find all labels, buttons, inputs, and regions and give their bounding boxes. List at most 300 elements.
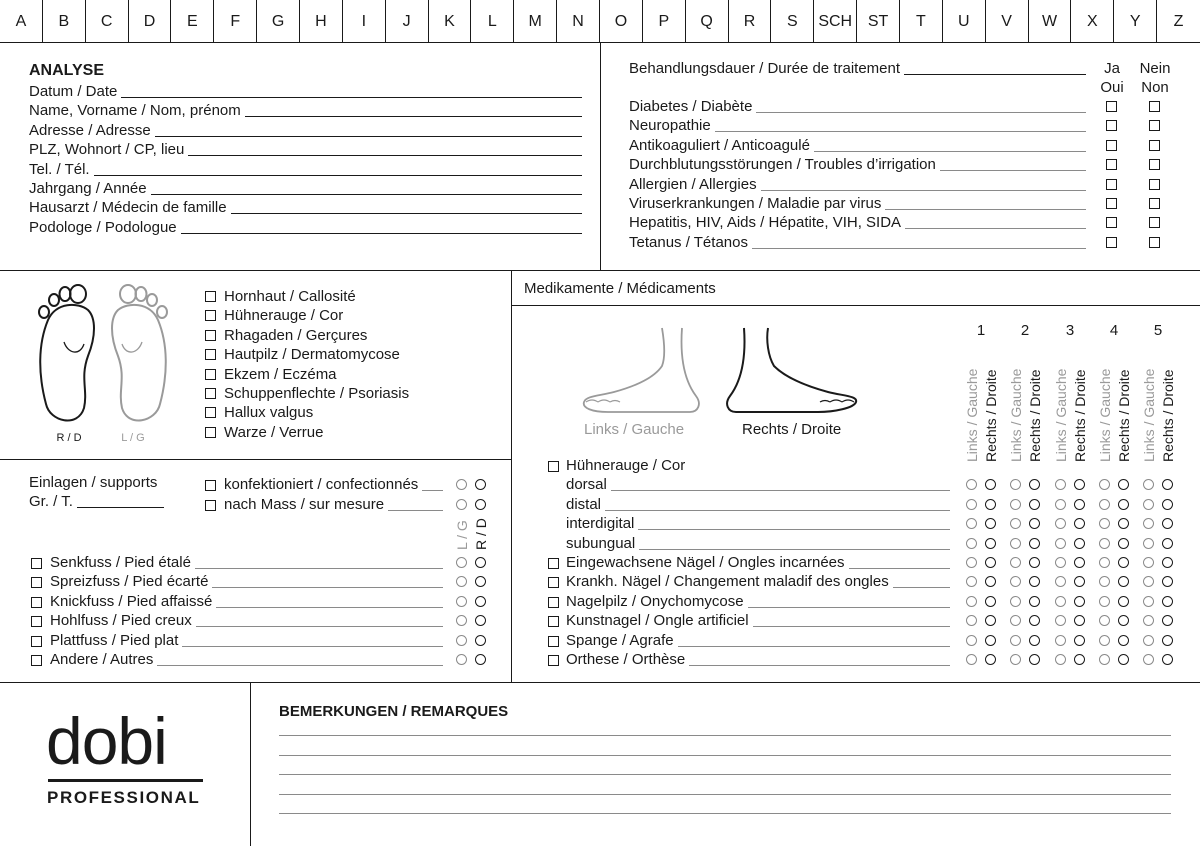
toe-right-radio[interactable] xyxy=(1162,538,1173,549)
toe-row-line xyxy=(611,490,950,491)
divider-medication xyxy=(511,305,1200,306)
alphabet-letter[interactable]: ST xyxy=(857,0,900,43)
toe-right-radio[interactable] xyxy=(1029,557,1040,568)
remarks-line[interactable] xyxy=(279,755,1171,756)
foot-type-row[interactable] xyxy=(31,592,443,611)
foot-type-checkbox[interactable] xyxy=(31,636,42,647)
toe-row[interactable] xyxy=(566,475,950,494)
toe-left-radio[interactable] xyxy=(1099,557,1110,568)
condition-row xyxy=(629,194,1086,213)
toe-left-radio[interactable] xyxy=(1099,499,1110,510)
toe-left-radio[interactable] xyxy=(1143,635,1154,646)
foot-type-left-radio[interactable] xyxy=(456,635,467,646)
toe-row[interactable] xyxy=(548,631,950,650)
foot-type-line xyxy=(182,646,443,647)
foot-type-line xyxy=(216,607,443,608)
foot-type-line xyxy=(196,626,443,627)
foot-type-checkbox[interactable] xyxy=(31,577,42,588)
foot-condition-label: Schuppenflechte / Psoriasis xyxy=(224,385,410,402)
foot-type-left-radio[interactable] xyxy=(456,557,467,568)
toe-row-checkbox[interactable] xyxy=(548,655,559,666)
toe-left-radio[interactable] xyxy=(1055,479,1066,490)
toe-row-checkbox[interactable] xyxy=(548,461,559,472)
toe-left-radio[interactable] xyxy=(966,557,977,568)
analyse-field-line[interactable] xyxy=(181,233,582,234)
foot-condition-checkbox[interactable] xyxy=(205,369,216,380)
brand-sub: PROFESSIONAL xyxy=(47,788,201,807)
condition-yes-checkbox[interactable] xyxy=(1106,140,1117,151)
divider-foot-insoles xyxy=(0,459,511,460)
alphabet-letter[interactable]: C xyxy=(86,0,129,43)
condition-yes-checkbox[interactable] xyxy=(1106,237,1117,248)
analyse-field-row[interactable] xyxy=(29,140,582,159)
toe-row-line xyxy=(849,568,950,569)
foot-type-row[interactable] xyxy=(31,572,443,591)
toe-row[interactable] xyxy=(566,534,950,553)
toe-col-left-label: Links / Gauche xyxy=(1141,368,1157,462)
alphabet-letter[interactable]: S xyxy=(771,0,814,43)
analyse-field-line[interactable] xyxy=(188,155,582,156)
condition-no-checkbox[interactable] xyxy=(1149,217,1160,228)
foot-type-row[interactable] xyxy=(31,553,443,572)
condition-no-checkbox[interactable] xyxy=(1149,237,1160,248)
foot-type-label: Senkfuss / Pied étalé xyxy=(50,554,191,571)
analyse-field-label: Jahrgang / Année xyxy=(29,180,147,197)
alphabet-letter[interactable]: N xyxy=(557,0,600,43)
toe-right-radio[interactable] xyxy=(1162,518,1173,529)
alphabet-letter[interactable]: R xyxy=(729,0,772,43)
toe-right-radio[interactable] xyxy=(1162,635,1173,646)
foot-type-right-radio[interactable] xyxy=(475,557,486,568)
toe-left-radio[interactable] xyxy=(1010,499,1021,510)
foot-condition-checkbox[interactable] xyxy=(205,388,216,399)
toe-right-radio[interactable] xyxy=(1029,538,1040,549)
toe-row-line xyxy=(638,529,950,530)
toe-row-line xyxy=(689,665,950,666)
divider-left-right xyxy=(511,270,512,683)
toe-row-checkbox[interactable] xyxy=(548,616,559,627)
foot-type-left-radio[interactable] xyxy=(456,596,467,607)
alphabet-letter[interactable]: I xyxy=(343,0,386,43)
divider-footer xyxy=(0,682,1200,683)
alphabet-letter[interactable]: D xyxy=(129,0,172,43)
toe-left-radio[interactable] xyxy=(1055,499,1066,510)
alphabet-letter[interactable]: L xyxy=(471,0,514,43)
analyse-field-line[interactable] xyxy=(155,136,582,137)
foot-right-caption: Rechts / Droite xyxy=(742,421,842,438)
toe-right-radio[interactable] xyxy=(985,499,996,510)
analyse-field-label: Datum / Date xyxy=(29,83,118,100)
toe-left-radio[interactable] xyxy=(1143,576,1154,587)
analyse-field-row[interactable] xyxy=(29,101,582,120)
alphabet-letter[interactable]: B xyxy=(43,0,86,43)
foot-condition-checkbox[interactable] xyxy=(205,427,216,438)
toe-right-radio[interactable] xyxy=(1118,518,1129,529)
toe-left-radio[interactable] xyxy=(966,635,977,646)
toe-left-radio[interactable] xyxy=(966,596,977,607)
toe-right-radio[interactable] xyxy=(1074,499,1085,510)
analyse-field-label: Tel. / Tél. xyxy=(29,160,90,178)
insoles-label: Einlagen / supports xyxy=(29,474,158,491)
toe-left-radio[interactable] xyxy=(1099,576,1110,587)
toe-left-radio[interactable] xyxy=(1143,518,1154,529)
analyse-field-row[interactable] xyxy=(29,82,582,101)
alphabet-letter[interactable]: W xyxy=(1029,0,1072,43)
foot-condition-label: Hornhaut / Callosité xyxy=(224,288,356,305)
toe-right-radio[interactable] xyxy=(1074,596,1085,607)
analyse-field-line[interactable] xyxy=(121,97,582,98)
alphabet-letter[interactable]: Z xyxy=(1173,13,1184,30)
condition-no-checkbox[interactable] xyxy=(1149,179,1160,190)
toe-col-right-label: Rechts / Droite xyxy=(1072,369,1088,462)
toe-left-radio[interactable] xyxy=(1143,479,1154,490)
toe-row[interactable] xyxy=(548,572,950,591)
toe-right-radio[interactable] xyxy=(1118,479,1129,490)
foot-type-row[interactable] xyxy=(31,611,443,630)
toe-right-radio[interactable] xyxy=(1074,518,1085,529)
toe-right-radio[interactable] xyxy=(1118,538,1129,549)
remarks-line[interactable] xyxy=(279,774,1171,775)
toe-right-radio[interactable] xyxy=(1029,635,1040,646)
toe-right-radio[interactable] xyxy=(1074,615,1085,626)
foot-type-right-radio[interactable] xyxy=(475,635,486,646)
toe-left-radio[interactable] xyxy=(1143,654,1154,665)
foot-type-label: Andere / Autres xyxy=(50,651,154,668)
insole-option-left-radio[interactable] xyxy=(456,479,467,490)
toe-left-radio[interactable] xyxy=(1055,557,1066,568)
toe-right-radio[interactable] xyxy=(1074,654,1085,665)
toe-left-radio[interactable] xyxy=(1099,654,1110,665)
toe-right-radio[interactable] xyxy=(1162,615,1173,626)
alphabet-letter[interactable]: M xyxy=(514,0,557,43)
foot-condition-item[interactable] xyxy=(205,287,356,306)
toe-left-radio[interactable] xyxy=(966,479,977,490)
toe-row-line xyxy=(678,646,950,647)
insole-option-right-radio[interactable] xyxy=(475,499,486,510)
remarks-line[interactable] xyxy=(279,794,1171,795)
insole-option-row[interactable] xyxy=(205,475,443,494)
toe-left-radio[interactable] xyxy=(1055,518,1066,529)
toe-left-radio[interactable] xyxy=(1099,538,1110,549)
foot-type-label: Plattfuss / Pied plat xyxy=(50,631,179,649)
foot-type-left-radio[interactable] xyxy=(456,615,467,626)
toe-left-radio[interactable] xyxy=(1143,499,1154,510)
foot-type-right-radio[interactable] xyxy=(475,576,486,587)
foot-type-checkbox[interactable] xyxy=(31,558,42,569)
toe-left-radio[interactable] xyxy=(1055,654,1066,665)
alphabet-letter[interactable]: H xyxy=(300,0,343,43)
toe-left-radio[interactable] xyxy=(1010,635,1021,646)
toe-right-radio[interactable] xyxy=(1162,479,1173,490)
toe-left-radio[interactable] xyxy=(966,615,977,626)
left-foot-side-icon xyxy=(584,328,699,412)
toe-left-radio[interactable] xyxy=(966,499,977,510)
insole-option-checkbox[interactable] xyxy=(205,480,216,491)
remarks-line[interactable] xyxy=(279,735,1171,736)
condition-no-checkbox[interactable] xyxy=(1149,159,1160,170)
toe-left-radio[interactable] xyxy=(1055,596,1066,607)
right-foot-side-icon xyxy=(727,328,856,412)
condition-row xyxy=(629,213,1086,232)
toe-left-radio[interactable] xyxy=(1099,479,1110,490)
analyse-field-row[interactable] xyxy=(29,198,582,217)
toe-left-radio[interactable] xyxy=(1010,479,1021,490)
toe-right-radio[interactable] xyxy=(1118,654,1129,665)
toe-right-radio[interactable] xyxy=(1118,576,1129,587)
toe-row[interactable] xyxy=(566,495,950,514)
condition-line xyxy=(905,228,1086,229)
foot-condition-item[interactable] xyxy=(205,423,323,442)
toe-right-radio[interactable] xyxy=(1074,576,1085,587)
toe-left-radio[interactable] xyxy=(1010,557,1021,568)
toe-right-radio[interactable] xyxy=(1074,635,1085,646)
foot-type-label: Hohlfuss / Pied creux xyxy=(50,612,192,630)
toe-left-radio[interactable] xyxy=(1055,576,1066,587)
left-sole-icon xyxy=(112,285,167,420)
no-fr: Non xyxy=(1141,79,1169,96)
toe-col-right-label: Rechts / Droite xyxy=(1160,369,1176,462)
toe-left-radio[interactable] xyxy=(1055,635,1066,646)
toe-right-radio[interactable] xyxy=(985,538,996,549)
toe-left-radio[interactable] xyxy=(1010,596,1021,607)
brand-logo: dobi xyxy=(46,704,167,778)
remarks-line[interactable] xyxy=(279,813,1171,814)
toe-right-radio[interactable] xyxy=(1118,499,1129,510)
foot-type-left-radio[interactable] xyxy=(456,576,467,587)
toe-row[interactable] xyxy=(566,514,950,533)
foot-type-line xyxy=(212,587,443,588)
divider-logo-remarks xyxy=(250,682,251,846)
foot-condition-checkbox[interactable] xyxy=(205,291,216,302)
toe-col-right-label: Rechts / Droite xyxy=(1027,369,1043,462)
toe-left-radio[interactable] xyxy=(966,576,977,587)
toe-left-radio[interactable] xyxy=(1010,654,1021,665)
toe-number: 5 xyxy=(1153,322,1163,339)
insole-option-line xyxy=(388,510,443,511)
analyse-field-label: PLZ, Wohnort / CP, lieu xyxy=(29,141,185,159)
toe-right-radio[interactable] xyxy=(1029,479,1040,490)
foot-condition-label: Hautpilz / Dermatomycose xyxy=(224,346,400,364)
analyse-field-line[interactable] xyxy=(245,116,582,117)
toe-col-left-label: Links / Gauche xyxy=(1008,368,1024,462)
size-row[interactable] xyxy=(29,492,164,511)
condition-yes-checkbox[interactable] xyxy=(1106,159,1117,170)
toe-right-radio[interactable] xyxy=(985,615,996,626)
toe-right-radio[interactable] xyxy=(1074,479,1085,490)
foot-condition-item[interactable] xyxy=(205,306,343,325)
foot-condition-item[interactable] xyxy=(205,365,337,384)
condition-yes-checkbox[interactable] xyxy=(1106,179,1117,190)
alphabet-letter[interactable]: SCH xyxy=(814,0,857,43)
analyse-field-row[interactable] xyxy=(29,160,582,179)
condition-no-checkbox[interactable] xyxy=(1149,140,1160,151)
toe-left-radio[interactable] xyxy=(1010,615,1021,626)
foot-condition-item[interactable] xyxy=(205,403,313,422)
toe-left-radio[interactable] xyxy=(1099,635,1110,646)
toe-right-radio[interactable] xyxy=(985,557,996,568)
foot-condition-checkbox[interactable] xyxy=(205,349,216,360)
toe-row[interactable] xyxy=(548,456,950,475)
alphabet-letter[interactable]: F xyxy=(214,0,257,43)
alphabet-letter[interactable]: U xyxy=(943,0,986,43)
toe-right-radio[interactable] xyxy=(985,576,996,587)
analyse-field-line[interactable] xyxy=(231,213,582,214)
size-line[interactable] xyxy=(77,507,164,508)
toe-right-radio[interactable] xyxy=(1029,654,1040,665)
remarks-title: BEMERKUNGEN / REMARQUES xyxy=(279,703,509,720)
toe-left-radio[interactable] xyxy=(966,654,977,665)
alphabet-letter[interactable]: Y xyxy=(1114,0,1157,43)
toe-left-radio[interactable] xyxy=(1010,538,1021,549)
toe-row-line xyxy=(748,607,950,608)
toe-row-label: Kunstnagel / Ongle artificiel xyxy=(566,612,749,630)
alphabet-letter[interactable]: E xyxy=(171,0,214,43)
analyse-field-row[interactable] xyxy=(29,121,582,140)
analyse-field-line[interactable] xyxy=(151,194,582,195)
foot-type-checkbox[interactable] xyxy=(31,655,42,666)
insole-option-checkbox[interactable] xyxy=(205,500,216,511)
toe-right-radio[interactable] xyxy=(985,635,996,646)
analyse-field-row[interactable] xyxy=(29,218,582,237)
condition-no-checkbox[interactable] xyxy=(1149,198,1160,209)
alphabet-letter[interactable]: V xyxy=(986,0,1029,43)
foot-type-row[interactable] xyxy=(31,650,443,669)
toe-right-radio[interactable] xyxy=(1118,635,1129,646)
toe-row-label: Nagelpilz / Onychomycose xyxy=(566,592,744,610)
toe-right-radio[interactable] xyxy=(1162,499,1173,510)
foot-type-left-radio[interactable] xyxy=(456,654,467,665)
treatment-duration-row[interactable] xyxy=(629,59,1086,78)
toe-row-checkbox[interactable] xyxy=(548,577,559,588)
alphabet-letter[interactable]: O xyxy=(600,0,643,43)
toe-right-radio[interactable] xyxy=(985,654,996,665)
no-de: Nein xyxy=(1139,60,1171,77)
foot-condition-item[interactable] xyxy=(205,326,367,345)
alphabet-letter[interactable]: J xyxy=(386,0,429,43)
foot-type-right-radio[interactable] xyxy=(475,654,486,665)
foot-type-line xyxy=(195,568,443,569)
toe-left-radio[interactable] xyxy=(1099,596,1110,607)
condition-yes-checkbox[interactable] xyxy=(1106,198,1117,209)
toe-right-radio[interactable] xyxy=(1118,615,1129,626)
toe-row[interactable] xyxy=(548,553,950,572)
toe-right-radio[interactable] xyxy=(1029,576,1040,587)
toe-left-radio[interactable] xyxy=(1099,615,1110,626)
foot-type-right-radio[interactable] xyxy=(475,596,486,607)
toe-left-radio[interactable] xyxy=(1143,557,1154,568)
analyse-field-row[interactable] xyxy=(29,179,582,198)
toe-left-radio[interactable] xyxy=(1055,538,1066,549)
condition-yes-checkbox[interactable] xyxy=(1106,120,1117,131)
foot-condition-label: Hühnerauge / Cor xyxy=(224,307,344,325)
toe-left-radio[interactable] xyxy=(1143,538,1154,549)
toe-right-radio[interactable] xyxy=(1029,518,1040,529)
foot-left-caption: Links / Gauche xyxy=(584,421,685,438)
toe-row[interactable] xyxy=(548,650,950,669)
treatment-duration-line[interactable] xyxy=(904,74,1086,75)
toe-right-radio[interactable] xyxy=(985,518,996,529)
toe-left-radio[interactable] xyxy=(1143,596,1154,607)
toe-right-radio[interactable] xyxy=(1118,596,1129,607)
foot-condition-checkbox[interactable] xyxy=(205,310,216,321)
foot-condition-checkbox[interactable] xyxy=(205,330,216,341)
toe-right-radio[interactable] xyxy=(1074,538,1085,549)
toe-right-radio[interactable] xyxy=(985,596,996,607)
toe-right-radio[interactable] xyxy=(1029,615,1040,626)
toe-row-label: Orthese / Orthèse xyxy=(566,651,686,668)
toe-right-radio[interactable] xyxy=(1162,557,1173,568)
condition-label: Allergien / Allergies xyxy=(629,175,757,193)
condition-no-checkbox[interactable] xyxy=(1149,120,1160,131)
toe-row[interactable] xyxy=(548,611,950,630)
analyse-field-line[interactable] xyxy=(94,175,582,176)
condition-yes-checkbox[interactable] xyxy=(1106,217,1117,228)
alphabet-letter[interactable]: T xyxy=(900,0,943,43)
condition-no-checkbox[interactable] xyxy=(1149,101,1160,112)
alphabet-letter[interactable]: P xyxy=(643,0,686,43)
toe-right-radio[interactable] xyxy=(1162,654,1173,665)
foot-condition-item[interactable] xyxy=(205,384,409,403)
foot-condition-label: Ekzem / Eczéma xyxy=(224,365,337,383)
toe-left-radio[interactable] xyxy=(1010,576,1021,587)
insole-option-left-radio[interactable] xyxy=(456,499,467,510)
toe-right-radio[interactable] xyxy=(1074,557,1085,568)
condition-yes-checkbox[interactable] xyxy=(1106,101,1117,112)
toe-left-radio[interactable] xyxy=(1055,615,1066,626)
toe-row-checkbox[interactable] xyxy=(548,597,559,608)
insole-option-row[interactable] xyxy=(205,495,443,514)
toe-row[interactable] xyxy=(548,592,950,611)
alphabet-letter[interactable]: X xyxy=(1071,0,1114,43)
toe-left-radio[interactable] xyxy=(1010,518,1021,529)
toe-row-checkbox[interactable] xyxy=(548,636,559,647)
toe-row-label: Eingewachsene Nägel / Ongles incarnées xyxy=(566,554,845,571)
toe-left-radio[interactable] xyxy=(966,538,977,549)
yes-de: Ja xyxy=(1104,60,1120,77)
right-sole-icon xyxy=(39,285,94,420)
toe-right-radio[interactable] xyxy=(1162,576,1173,587)
foot-type-checkbox[interactable] xyxy=(31,616,42,627)
alphabet-letter[interactable]: A xyxy=(0,0,43,43)
alphabet-letter[interactable]: K xyxy=(429,0,472,43)
toe-left-radio[interactable] xyxy=(1143,615,1154,626)
toe-row-label: distal xyxy=(566,495,602,513)
foot-type-checkbox[interactable] xyxy=(31,597,42,608)
insole-option-right-radio[interactable] xyxy=(475,479,486,490)
toe-right-radio[interactable] xyxy=(1162,596,1173,607)
foot-condition-item[interactable] xyxy=(205,345,400,364)
toe-number: 2 xyxy=(1020,322,1030,339)
foot-condition-checkbox[interactable] xyxy=(205,407,216,418)
toe-row-checkbox[interactable] xyxy=(548,558,559,569)
foot-type-right-radio[interactable] xyxy=(475,615,486,626)
toe-left-radio[interactable] xyxy=(1099,518,1110,529)
analyse-field-label: Podologe / Podologue xyxy=(29,218,177,236)
condition-label: Viruserkrankungen / Maladie par virus xyxy=(629,195,882,212)
toe-right-radio[interactable] xyxy=(1029,596,1040,607)
toe-left-radio[interactable] xyxy=(966,518,977,529)
foot-type-row[interactable] xyxy=(31,631,443,650)
no-header xyxy=(1136,59,1174,97)
sole-right-label: R / D xyxy=(56,432,82,444)
condition-label: Tetanus / Tétanos xyxy=(629,233,748,251)
alphabet-letter[interactable]: G xyxy=(257,0,300,43)
toe-right-radio[interactable] xyxy=(1118,557,1129,568)
toe-right-radio[interactable] xyxy=(985,479,996,490)
alphabet-letter[interactable]: Q xyxy=(686,0,729,43)
toe-right-radio[interactable] xyxy=(1029,499,1040,510)
toe-row-line xyxy=(893,587,950,588)
